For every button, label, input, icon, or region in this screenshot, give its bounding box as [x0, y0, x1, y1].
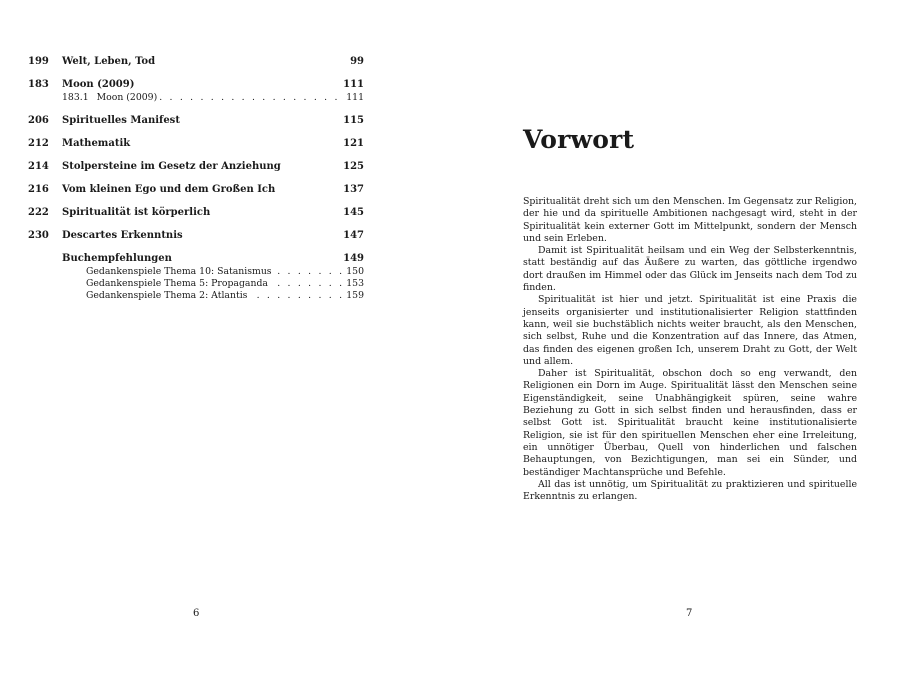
subsection-page: 153 — [346, 278, 364, 289]
paragraph: Spiritualität ist hier und jetzt. Spiritualität ist eine Praxis die jenseits organisierter und institutionalisierter Religion stattfinden kann, weil sie buchstäblich nichts weiter braucht, als den Menschen, sich selbst, Ruhe und die Konzentration auf das Innere, das Atmen, das finden des eigenen großen Ich, unserem Draht zu Gott, der Welt und allem. — [523, 294, 857, 367]
toc-subsection[interactable] — [86, 266, 364, 277]
chapter-page: 99 — [350, 56, 364, 67]
chapter-title: Vom kleinen Ego und dem Großen Ich — [62, 184, 276, 195]
leader-dots — [159, 92, 344, 103]
toc-subsection[interactable] — [86, 278, 364, 289]
subsection-title: Gedankenspiele Thema 10: Satanismus — [86, 266, 272, 277]
paragraph: Spiritualität dreht sich um den Menschen. Im Gegensatz zur Religion, der hie und da spirituelle Ambitionen nachgesagt wird, steht in der Spiritualität kein externer Gott im Mittelpunkt, sondern der Mensch und sein Erleben. — [523, 196, 857, 244]
page-number: 6 — [193, 608, 200, 619]
paragraph: Daher ist Spiritualität, obschon doch so eng verwandt, den Religionen ein Dorn im Auge. Spiritualität lässt den Menschen seine Eigenständigkeit, seine Unabhängigkeit spüren, seine wahre Beziehung zu Gott in sich selbst finden und herausfinden, dass er selbst Gott ist. Spiritualität braucht keine institutionalisierte Religion, sie ist für den spirituellen Menschen eher eine Irreleitung, ein unnötiger Überbau, Quell von hinderlichen und falschen Behauptungen, von Bezichtigungen, man sei ein Sünder, und beständiger Machtansprüche und Befehle. — [523, 368, 857, 478]
right-page — [450, 0, 900, 675]
toc-subsection[interactable] — [86, 290, 364, 301]
chapter-number: 183 — [28, 79, 49, 90]
leader-dots — [270, 278, 344, 289]
section-page: 111 — [346, 92, 364, 103]
chapter-title: Moon (2009) — [62, 79, 135, 90]
chapter-title: Buchempfehlungen — [62, 253, 172, 264]
chapter-page: 145 — [343, 207, 364, 218]
subsection-title: Gedankenspiele Thema 5: Propaganda — [86, 278, 268, 289]
chapter-page: 147 — [343, 230, 364, 241]
paragraph: Damit ist Spiritualität heilsam und ein Weg der Selbsterkenntnis, statt beständig auf das Äußere zu warten, das göttliche irgendwo dort draußen im Himmel oder das Glück im Jenseits nach dem Tod zu finden. — [523, 245, 857, 294]
subsection-page: 159 — [346, 290, 364, 301]
chapter-page: 111 — [343, 79, 364, 90]
leader-dots — [249, 290, 344, 301]
section-title: Moon (2009) — [96, 92, 158, 103]
chapter-number: 222 — [28, 207, 49, 218]
chapter-page: 115 — [343, 115, 364, 126]
subsection-page: 150 — [346, 266, 364, 277]
page-number: 7 — [686, 608, 693, 619]
chapter-page: 137 — [343, 184, 364, 195]
foreword-body — [523, 196, 857, 503]
chapter-title: Mathematik — [62, 138, 131, 149]
section-number: 183.1 — [62, 92, 89, 103]
chapter-title: Spiritualität ist körperlich — [62, 207, 211, 218]
chapter-title: Welt, Leben, Tod — [62, 56, 156, 67]
chapter-heading: Vorwort — [523, 125, 635, 154]
chapter-number: 212 — [28, 138, 49, 149]
chapter-number: 206 — [28, 115, 49, 126]
chapter-number: 216 — [28, 184, 49, 195]
toc-section[interactable] — [62, 92, 364, 103]
chapter-title: Descartes Erkenntnis — [62, 230, 183, 241]
chapter-number: 230 — [28, 230, 49, 241]
chapter-number: 214 — [28, 161, 49, 172]
chapter-title: Stolpersteine im Gesetz der Anziehung — [62, 161, 281, 172]
leader-dots — [274, 266, 345, 277]
chapter-number: 199 — [28, 56, 49, 67]
chapter-page: 121 — [343, 138, 364, 149]
subsection-title: Gedankenspiele Thema 2: Atlantis — [86, 290, 248, 301]
paragraph: All das ist unnötig, um Spiritualität zu praktizieren und spirituelle Erkenntnis zu erlangen. — [523, 478, 857, 503]
chapter-page: 149 — [343, 253, 364, 264]
chapter-title: Spirituelles Manifest — [62, 115, 180, 126]
chapter-page: 125 — [343, 161, 364, 172]
